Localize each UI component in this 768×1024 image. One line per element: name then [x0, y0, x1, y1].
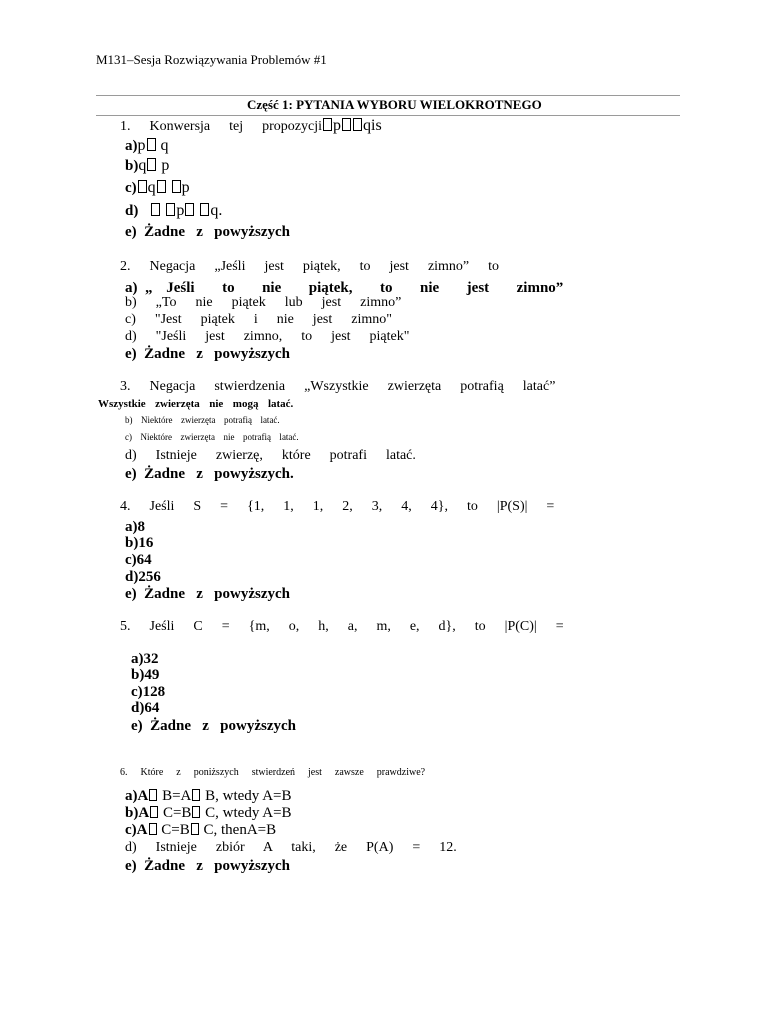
question-5-option-e: e) Żadne z powyższych [131, 718, 296, 734]
question-4-option-c: c)64 [125, 552, 152, 568]
question-3-option-b: b) Niektóre zwierzęta potrafią latać. [125, 415, 280, 425]
question-3: 3. Negacja stwierdzenia „Wszystkie zwierzęta potrafią latać” [120, 379, 556, 394]
question-6-option-c: c)A C=B C, thenA=B [125, 822, 277, 838]
missing-glyph-icon [353, 118, 362, 131]
missing-glyph-icon [192, 806, 200, 818]
missing-glyph-icon [323, 118, 332, 131]
question-4: 4. Jeśli S = {1, 1, 1, 2, 3, 4, 4}, to |P(S)| = [120, 499, 555, 514]
question-4-option-d: d)256 [125, 569, 161, 585]
top-rule [96, 95, 680, 96]
missing-glyph-icon [172, 180, 181, 193]
question-5-option-a: a)32 [131, 651, 159, 667]
question-2-option-e: e) Żadne z powyższych [125, 346, 290, 362]
question-6-option-e: e) Żadne z powyższych [125, 858, 290, 874]
question-5-option-d: d)64 [131, 700, 160, 716]
question-3-option-a: Wszystkie zwierzęta nie mogą latać. [98, 398, 294, 410]
missing-glyph-icon [157, 180, 166, 193]
question-1-option-c: c) q p [125, 179, 190, 196]
missing-glyph-icon [166, 203, 175, 216]
question-3-option-d: d) Istnieje zwierzę, które potrafi latać. [125, 448, 416, 463]
missing-glyph-icon [185, 203, 194, 216]
missing-glyph-icon [149, 823, 157, 835]
question-6-option-a: a)A B=A B, wtedy A=B [125, 788, 292, 804]
question-3-option-e: e) Żadne z powyższych. [125, 466, 294, 482]
missing-glyph-icon [192, 789, 200, 801]
question-1: 1. Konwersja tej propozycji p qis [120, 117, 382, 134]
question-1-option-d: d) p q. [125, 202, 223, 219]
question-6: 6. Które z poniższych stwierdzeń jest zawsze prawdziwe? [120, 767, 426, 778]
question-5: 5. Jeśli C = {m, o, h, a, m, e, d}, to |P(C)| = [120, 619, 564, 634]
missing-glyph-icon [200, 203, 209, 216]
document-header: M131–Sesja Rozwiązywania Problemów #1 [96, 52, 327, 67]
question-1-option-a: a)p q [125, 137, 169, 154]
missing-glyph-icon [138, 180, 147, 193]
question-6-option-d: d) Istnieje zbiór A taki, że P(A) = 12. [125, 840, 457, 855]
question-4-option-b: b)16 [125, 535, 154, 551]
question-5-option-b: b)49 [131, 667, 160, 683]
missing-glyph-icon [147, 138, 156, 151]
question-2: 2. Negacja „Jeśli jest piątek, to jest zimno” to [120, 259, 500, 274]
question-5-option-c: c)128 [131, 684, 166, 700]
missing-glyph-icon [342, 118, 351, 131]
bottom-rule [96, 115, 680, 116]
question-2-option-b: b) „To nie piątek lub jest zimno” [125, 295, 402, 310]
missing-glyph-icon [151, 203, 160, 216]
section-title: Część 1: PYTANIA WYBORU WIELOKROTNEGO [247, 97, 542, 112]
question-4-option-a: a)8 [125, 519, 145, 535]
question-1-option-b: b)q p [125, 157, 170, 174]
question-1-option-e: e) Żadne z powyższych [125, 224, 290, 240]
question-2-option-c: c) "Jest piątek i nie jest zimno" [125, 312, 392, 327]
missing-glyph-icon [150, 806, 158, 818]
missing-glyph-icon [147, 158, 156, 171]
missing-glyph-icon [149, 789, 157, 801]
question-2-option-a: a) „ Jeśli to nie piątek, to nie jest zimno” [125, 280, 564, 296]
question-6-option-b: b)A C=B C, wtedy A=B [125, 805, 292, 821]
question-3-option-c: c) Niektóre zwierzęta nie potrafią latać. [125, 432, 299, 442]
question-2-option-d: d) "Jeśli jest zimno, to jest piątek" [125, 329, 410, 344]
question-4-option-e: e) Żadne z powyższych [125, 586, 290, 602]
missing-glyph-icon [191, 823, 199, 835]
question-1-text: 1. Konwersja tej propozycji [120, 119, 323, 134]
